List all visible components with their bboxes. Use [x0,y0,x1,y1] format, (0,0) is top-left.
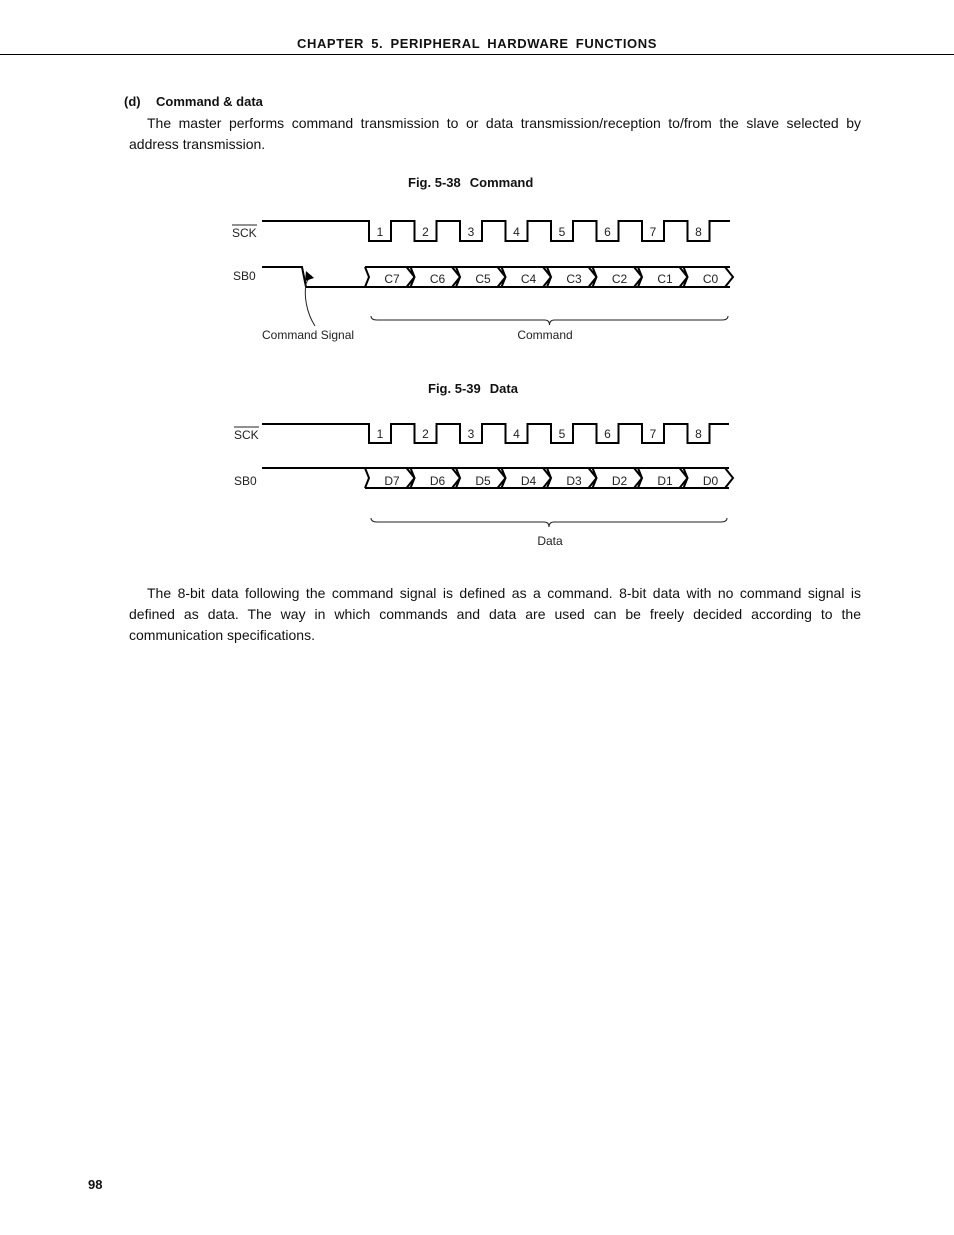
clock-number: 4 [513,225,520,239]
bit-label: C6 [429,272,446,286]
clock-number: 2 [422,225,429,239]
fig-data-title: Data [489,381,518,396]
bit-label: C0 [702,272,719,286]
sb0-label: SB0 [234,474,257,488]
bit-label: D4 [520,474,537,488]
command-timing-diagram [0,200,954,360]
fig-command-number: Fig. 5-38 [408,175,461,190]
clock-number: 1 [376,225,384,239]
data-brace [371,518,727,527]
bit-label: D7 [384,474,400,488]
closing-paragraph: The 8-bit data following the command signal is defined as a command. 8-bit data with no command signal is defined as data. The way in which commands and data are used can be freely decided according to the communication specifications. [129,585,861,643]
fig-command-title: Command [469,175,534,190]
bit-label: D5 [475,474,491,488]
clock-number: 1 [376,427,384,441]
bit-label-group [384,272,718,286]
data-timing-diagram [0,403,954,563]
clock-number: 3 [467,225,475,239]
header-rule [0,54,954,55]
command-brace [371,316,728,325]
clock-number: 3 [467,427,475,441]
section-heading [124,94,263,109]
bit-label: D0 [702,474,719,488]
bit-label: C5 [475,272,491,286]
bit-label: C4 [520,272,537,286]
intro-paragraph: The master performs command transmission to or data transmission/reception to/from the slave selected by address transmission. [129,115,861,152]
command-signal-arrowhead [305,271,314,281]
sck-waveform [262,221,730,241]
section-number: (d) [124,94,141,109]
clock-number: 5 [558,225,566,239]
bit-label: D2 [611,474,628,488]
command-signal-pointer [305,276,315,326]
clock-number: 8 [695,225,702,239]
data-brace-label: Data [537,534,563,548]
clock-number: 7 [649,427,657,441]
sb0-label: SB0 [233,269,256,283]
clock-number: 8 [695,427,702,441]
bit-label: D6 [429,474,446,488]
clock-number-group [377,225,703,239]
bit-label: C7 [384,272,400,286]
clock-number: 5 [558,427,566,441]
bit-label: D1 [657,474,673,488]
bit-label-group [384,474,718,488]
fig-command-caption [408,175,533,190]
sck-waveform [262,424,729,443]
clock-number: 6 [604,225,611,239]
command-brace-label: Command [517,328,573,342]
sck-label: SCK [232,226,257,240]
chapter-header: CHAPTER 5. PERIPHERAL HARDWARE FUNCTIONS [296,36,658,51]
clock-number: 7 [649,225,657,239]
section-title: Command & data [156,94,263,109]
bit-label: C2 [611,272,628,286]
fig-data-number: Fig. 5-39 [428,381,481,396]
clock-number: 6 [604,427,611,441]
command-signal-label: Command Signal [262,328,355,342]
sck-label: SCK [234,428,259,442]
clock-number: 2 [422,427,429,441]
bit-label: D3 [566,474,582,488]
bit-label: C1 [657,272,673,286]
clock-number-group [377,427,703,441]
page-number: 98 [88,1177,103,1192]
bit-label: C3 [566,272,582,286]
clock-number: 4 [513,427,520,441]
fig-data-caption [428,381,518,396]
